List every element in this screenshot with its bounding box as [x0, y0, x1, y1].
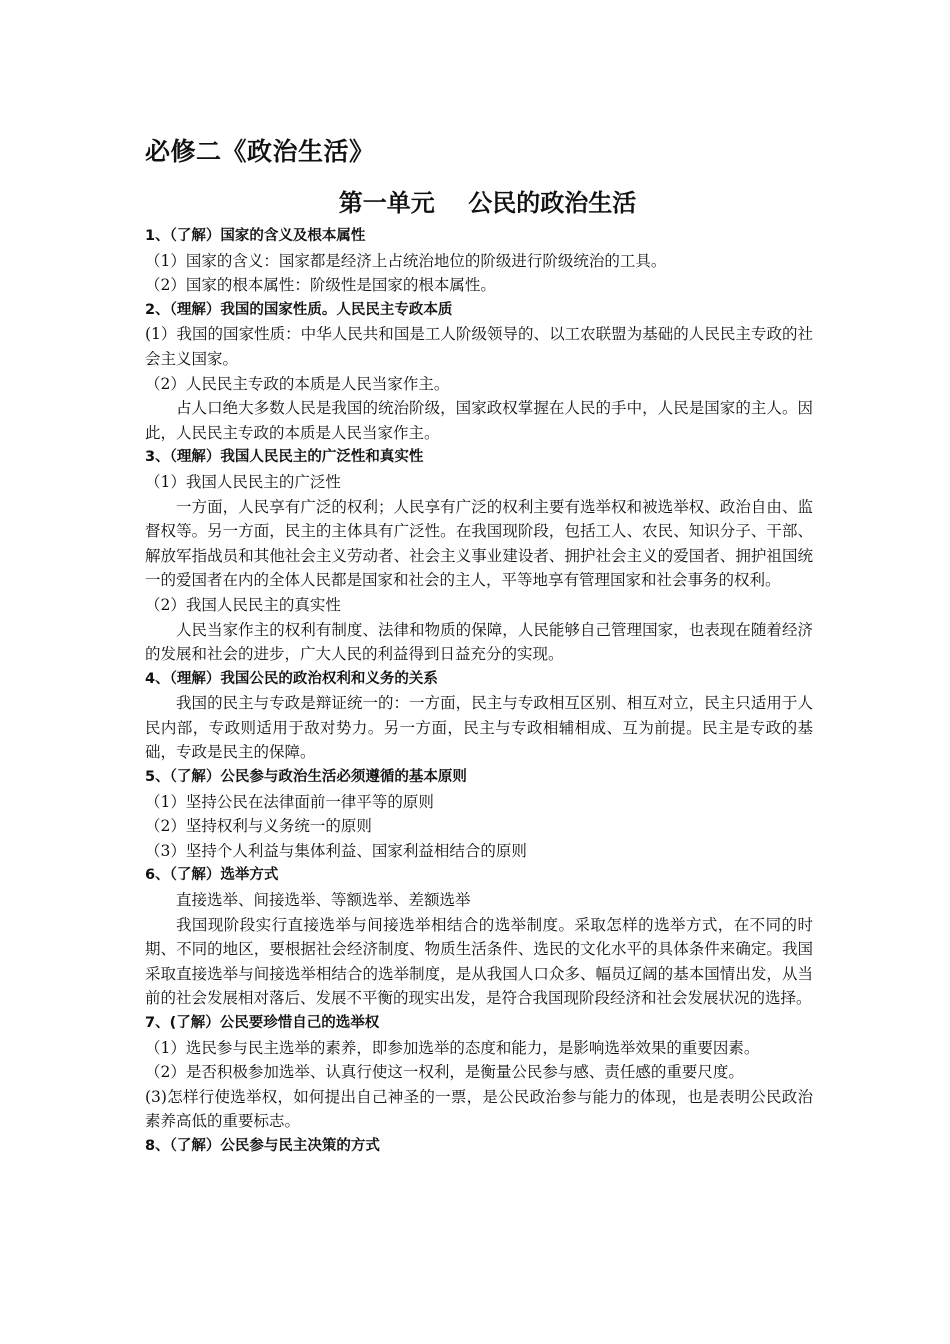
- document-body: [145, 224, 813, 1159]
- section-4-paragraph: 我国的民主与专政是辩证统一的：一方面，民主与专政相互区别、相互对立，民主只适用于人民内部，专政则适用于敌对势力。另一方面，民主与专政相辅相成、互为前提。民主是专政的基础，专政是民主的保障。: [145, 694, 813, 762]
- section-3-paragraph-2: 人民当家作主的权利有制度、法律和物质的保障，人民能够自己管理国家，也表现在随着经济的发展和社会的进步，广大人民的利益得到日益充分的实现。: [145, 620, 813, 664]
- section-7-item-3: (3)怎样行使选举权，如何提出自己神圣的一票，是公民政治参与能力的体现，也是表明公民政治素养高低的重要标志。: [145, 1087, 813, 1131]
- section-2-item-1: (1）我国的国家性质：中华人民共和国是工人阶级领导的、以工农联盟为基础的人民民主专政的社会主义国家。: [145, 325, 813, 368]
- section-5-item-3: （3）坚持个人利益与集体利益、国家利益相结合的原则: [145, 841, 527, 860]
- section-5-heading: 5、（了解）公民参与政治生活必须遵循的基本原则: [145, 769, 467, 786]
- section-7-item-1: （1）选民参与民主选举的素养，即参加选举的态度和能力，是影响选举效果的重要因素。: [145, 1038, 760, 1057]
- section-8-heading: 8、（了解）公民参与民主决策的方式: [145, 1137, 380, 1154]
- section-3-paragraph-1: 一方面，人民享有广泛的权利；人民享有广泛的权利主要有选举权和被选举权、政治自由、监督权等。另一方面，民主的主体具有广泛性。在我国现阶段，包括工人、农民、知识分子、干部、解放军指战员和其他社会主义劳动者、社会主义事业建设者、拥护社会主义的爱国者、拥护祖国统一的爱国者在内的全体人民都是国家和社会的主人，平等地享有管理国家和社会事务的权利。: [145, 497, 813, 590]
- section-5-item-2: （2）坚持权利与义务统一的原则: [145, 817, 372, 836]
- section-1-heading: 1、（了解）国家的含义及根本属性: [145, 228, 366, 244]
- section-1-item-2: （2）国家的根本属性：阶级性是国家的根本属性。: [145, 276, 496, 295]
- section-4-heading: 4、（理解）我国公民的政治权利和义务的关系: [145, 670, 438, 687]
- section-2-item-2: （2）人民民主专政的本质是人民当家作主。: [145, 374, 450, 393]
- section-6-types: 直接选举、间接选举、等额选举、差额选举: [176, 891, 471, 910]
- unit-title: 第一单元 公民的政治生活: [338, 189, 637, 217]
- section-3-item-2: （2）我国人民民主的真实性: [145, 595, 341, 614]
- document-title: 必修二《政治生活》: [145, 137, 375, 166]
- section-6-paragraph: 我国现阶段实行直接选举与间接选举相结合的选举制度。采取怎样的选举方式，在不同的时期、不同的地区，要根据社会经济制度、物质生活条件、选民的文化水平的具体条件来确定。我国采取直接选举与间接选举相结合的选举制度，是从我国人口众多、幅员辽阔的基本国情出发，从当前的社会发展相对落后、发展不平衡的现实出发，是符合我国现阶段经济和社会发展状况的选择。: [145, 915, 813, 1008]
- section-7-item-2: （2）是否积极参加选举、认真行使这一权利，是衡量公民参与感、责任感的重要尺度。: [145, 1063, 744, 1082]
- section-7-heading: 7、(了解）公民要珍惜自己的选举权: [145, 1015, 380, 1031]
- section-2-heading: 2、（理解）我国的国家性质。人民民主专政本质: [145, 301, 453, 318]
- section-5-item-1: （1）坚持公民在法律面前一律平等的原则: [145, 792, 434, 811]
- section-6-heading: 6、（了解）选举方式: [145, 867, 279, 884]
- section-1-item-1: （1）国家的含义：国家都是经济上占统治地位的阶级进行阶级统治的工具。: [145, 251, 667, 270]
- section-3-item-1: （1）我国人民民主的广泛性: [145, 472, 341, 491]
- section-2-paragraph: 占人口绝大多数人民是我国的统治阶级，国家政权掌握在人民的手中，人民是国家的主人。因此，人民民主专政的本质是人民当家作主。: [145, 399, 813, 442]
- section-3-heading: 3、（理解）我国人民民主的广泛性和真实性: [145, 449, 424, 466]
